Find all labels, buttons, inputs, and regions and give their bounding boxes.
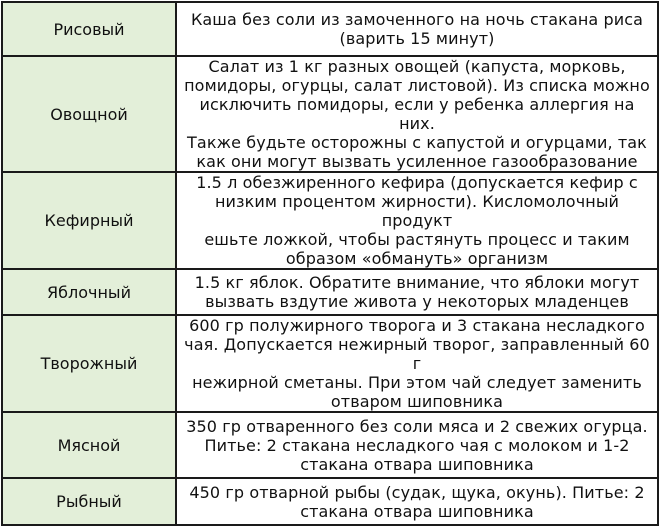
table-row <box>2 315 658 412</box>
diet-description-cell: Каша без соли из замоченного на ночь стакана риса (варить 15 минут) <box>176 2 658 56</box>
diet-description-cell: 350 гр отваренного без соли мяса и 2 свежих огурца. Питье: 2 стакана несладкого чая с молоком и 1-2 стакана отвара шиповника <box>176 412 658 478</box>
diet-name-cell: Рыбный <box>2 478 176 525</box>
table-row <box>2 269 658 315</box>
diet-name-cell: Мясной <box>2 412 176 478</box>
table-row <box>2 172 658 269</box>
table-row <box>2 412 658 478</box>
diet-name-cell: Кефирный <box>2 172 176 269</box>
diet-name-cell: Яблочный <box>2 269 176 315</box>
diet-name-cell: Овощной <box>2 56 176 172</box>
table-row <box>2 56 658 172</box>
diet-description-cell: 450 гр отварной рыбы (судак, щука, окунь). Питье: 2 стакана отвара шиповника <box>176 478 658 525</box>
diet-table <box>1 1 659 526</box>
diet-description-cell: 600 гр полужирного творога и 3 стакана несладкого чая. Допускается нежирный творог, заправленный 60 г нежирной сметаны. При этом чай следует заменить отваром шиповника <box>176 315 658 412</box>
diet-description-cell: 1.5 кг яблок. Обратите внимание, что яблоки могут вызвать вздутие живота у некоторых младенцев <box>176 269 658 315</box>
table-row <box>2 478 658 525</box>
table-row <box>2 2 658 56</box>
diet-name-cell: Рисовый <box>2 2 176 56</box>
diet-name-cell: Творожный <box>2 315 176 412</box>
diet-description-cell: 1.5 л обезжиренного кефира (допускается кефир с низким процентом жирности). Кисломолочный продукт ешьте ложкой, чтобы растянуть процесс и таким образом «обмануть» организм <box>176 172 658 269</box>
diet-description-cell: Салат из 1 кг разных овощей (капуста, морковь, помидоры, огурцы, салат листовой). Из списка можно исключить помидоры, если у ребенка аллергия на них. Также будьте осторожны с капустой и огурцами, так как они могут вызвать усиленное газообразование <box>176 56 658 172</box>
